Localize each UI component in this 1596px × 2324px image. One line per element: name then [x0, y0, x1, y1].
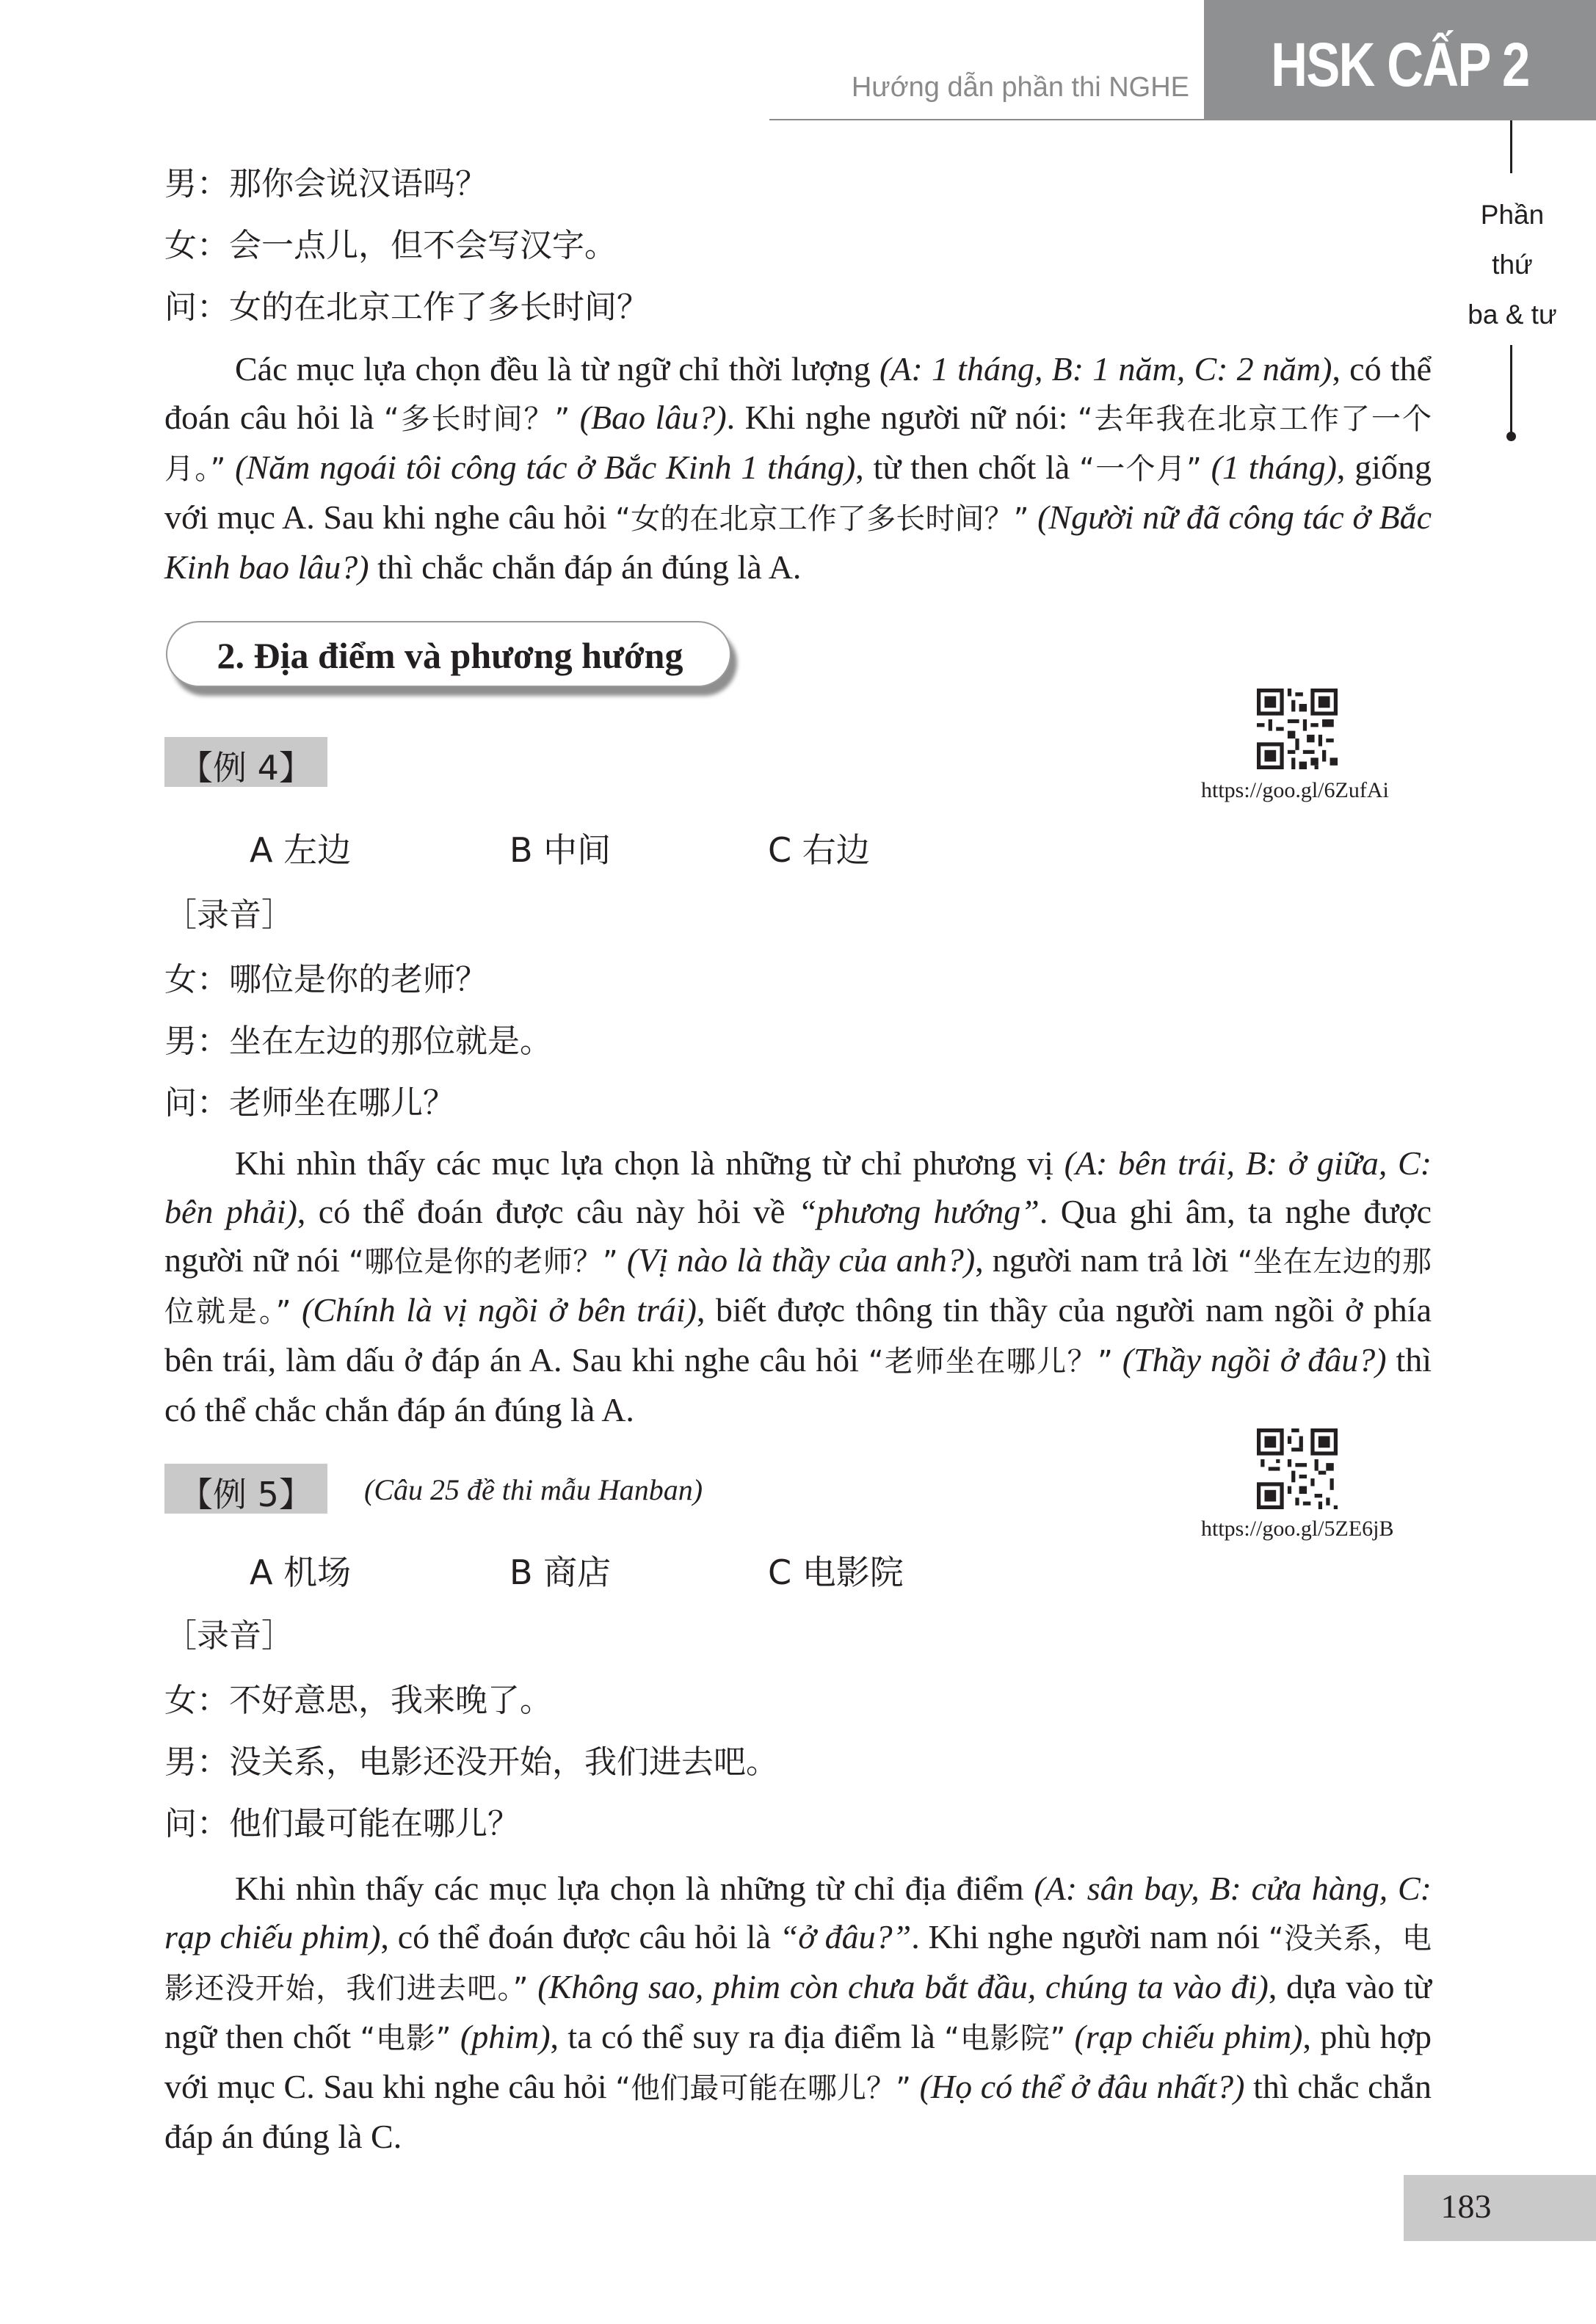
side-rule-bottom — [1510, 345, 1512, 436]
page-number: 183 — [1440, 2187, 1492, 2225]
answer-option-b: B 中间 — [509, 830, 612, 870]
answer-option-a: A 机场 — [250, 1553, 352, 1592]
side-label-line1: Phần — [1480, 200, 1545, 230]
qr-link-example-4[interactable]: https://goo.gl/6ZufAi — [1201, 778, 1389, 802]
side-dot — [1506, 432, 1516, 441]
example-5-label: 【例 5】 — [179, 1475, 313, 1514]
qr-link-example-5[interactable]: https://goo.gl/5ZE6jB — [1201, 1517, 1394, 1541]
explanation-paragraph-2: Khi nhìn thấy các mục lựa chọn là những từ chỉ phương vị (A: bên trái, B: ở giữa, C: bên phải), có thể đoán được câu này hỏi về “phương hướng”. Qua ghi âm, ta nghe được người nữ nói “哪位是你的老师？” (Vị nào là thầy của anh?), người nam trả lời “坐在左边的那位就是。” (Chính là vị ngồi ở bên trái), biết được thông tin thầy của người nam ngồi ở phía bên trái, làm dấu ở đáp án A. Sau khi nghe câu hỏi “老师坐在哪儿？” (Thầy ngồi ở đâu?) thì có thể chắc chắn đáp án đúng là A. — [164, 1144, 1432, 1428]
side-rule-top — [1510, 120, 1512, 173]
dialogue-line: 问：他们最可能在哪儿？ — [164, 1805, 520, 1842]
dialogue-line: 女：会一点儿，但不会写汉字。 — [164, 227, 617, 264]
header-subtitle: Hướng dẫn phần thi NGHE — [851, 72, 1189, 103]
example-4-tag — [164, 737, 327, 787]
answer-option-b: B 商店 — [509, 1553, 612, 1592]
header-title: HSK CẤP 2 — [1271, 30, 1529, 99]
explanation-paragraph-3: Khi nhìn thấy các mục lựa chọn là những từ chỉ địa điểm (A: sân bay, B: cửa hàng, C: rạp chiếu phim), có thể đoán được câu hỏi là “ở đâu?”. Khi nghe người nam nói “没关系，电影还没开始，我们进去吧。” (Không sao, phim còn chưa bắt đầu, chúng ta vào đi), dựa vào từ ngữ then chốt “电影” (phim), ta có thể suy ra địa điểm là “电影院” (rạp chiếu phim), phù hợp với mục C. Sau khi nghe câu hỏi “他们最可能在哪儿？” (Họ có thể ở đâu nhất?) thì chắc chắn đáp án đúng là C. — [164, 1870, 1432, 2155]
answer-option-c: C 右边 — [768, 830, 870, 870]
page-number-box — [1404, 2175, 1596, 2241]
dialogue-line: 女：哪位是你的老师？ — [164, 961, 487, 998]
dialogue-line: 男：没关系，电影还没开始，我们进去吧。 — [164, 1743, 778, 1781]
example-5-source: (Câu 25 đề thi mẫu Hanban) — [364, 1473, 703, 1506]
dialogue-line: 男：坐在左边的那位就是。 — [164, 1023, 552, 1060]
qr-code-icon[interactable] — [1257, 689, 1338, 769]
dialogue-line: 男：那你会说汉语吗？ — [164, 165, 487, 203]
recording-label: ［录音］ — [164, 896, 294, 934]
side-label-line2: thứ — [1492, 250, 1533, 280]
example-5-tag — [164, 1464, 327, 1514]
recording-label: ［录音］ — [164, 1617, 294, 1655]
section-heading-pill — [166, 621, 731, 687]
section-title: 2. Địa điểm và phương hướng — [217, 635, 683, 676]
answer-option-c: C 电影院 — [768, 1553, 904, 1592]
qr-code-icon[interactable] — [1257, 1428, 1338, 1509]
header-title-box — [1204, 0, 1596, 120]
answer-option-a: A 左边 — [250, 830, 352, 870]
header-rule — [769, 119, 1204, 120]
dialogue-line: 女：不好意思，我来晚了。 — [164, 1682, 552, 1719]
example-4-label: 【例 4】 — [179, 748, 313, 788]
side-label-line3: ba & tư — [1468, 299, 1557, 330]
explanation-paragraph-1: Các mục lựa chọn đều là từ ngữ chỉ thời lượng (A: 1 tháng, B: 1 năm, C: 2 năm), có thể đoán câu hỏi là “多长时间？” (Bao lâu?). Khi nghe người nữ nói: “去年我在北京工作了一个月。” (Năm ngoái tôi công tác ở Bắc Kinh 1 tháng), từ then chốt là “一个月” (1 tháng), giống với mục A. Sau khi nghe câu hỏi “女的在北京工作了多长时间？” (Người nữ đã công tác ở Bắc Kinh bao lâu?) thì chắc chắn đáp án đúng là A. — [164, 350, 1432, 586]
dialogue-line: 问：老师坐在哪儿？ — [164, 1084, 455, 1122]
dialogue-line: 问：女的在北京工作了多长时间？ — [164, 288, 649, 326]
